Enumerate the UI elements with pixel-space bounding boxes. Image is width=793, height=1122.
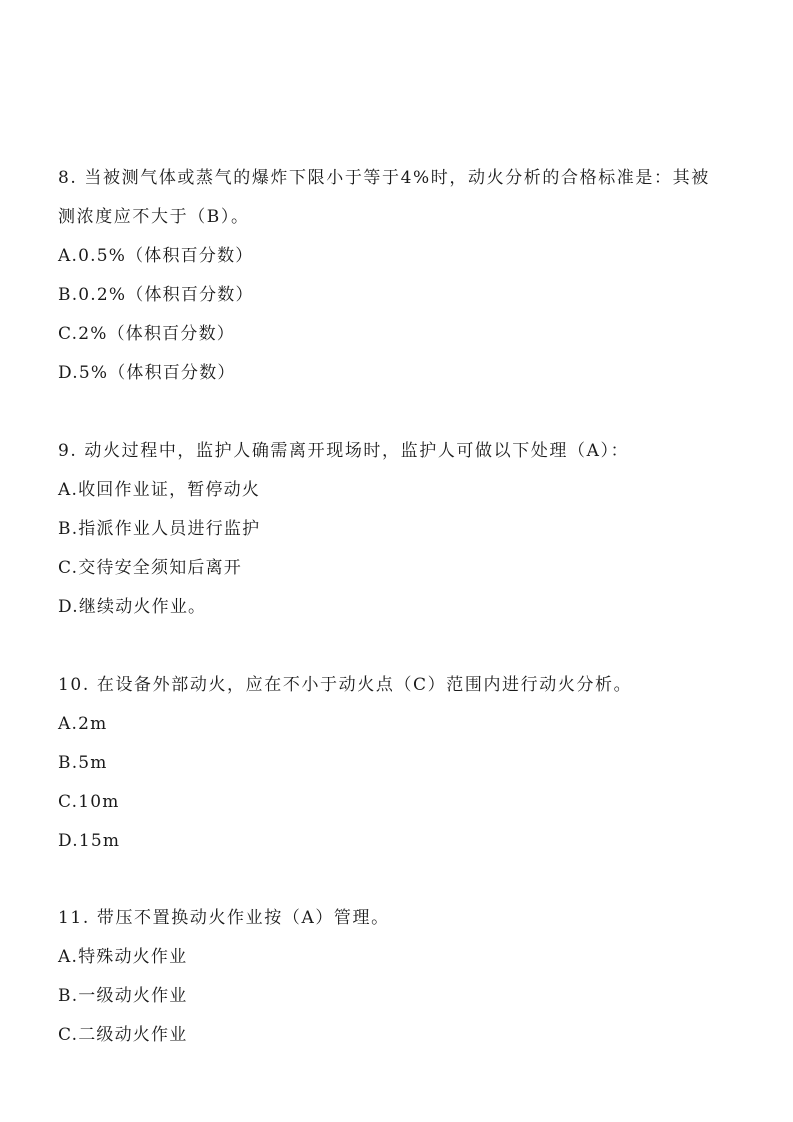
question-9-stem: 9. 动火过程中，监护人确需离开现场时，监护人可做以下处理（A）： (58, 441, 630, 461)
question-11-stem: 11. 带压不置换动火作业按（A）管理。 (58, 908, 390, 928)
question-10-option-d: D.15m (58, 831, 121, 851)
question-10-option-b: B.5m (58, 753, 108, 773)
question-8-stem-line-2: 测浓度应不大于（B）。 (58, 207, 250, 227)
question-9-option-c: C.交待安全须知后离开 (58, 558, 243, 578)
question-10-option-c: C.10m (58, 792, 120, 812)
question-11-option-b: B.一级动火作业 (58, 986, 188, 1006)
question-11-option-c: C.二级动火作业 (58, 1025, 188, 1045)
question-9-option-b: B.指派作业人员进行监护 (58, 519, 261, 539)
question-8-option-a: A.0.5%（体积百分数） (58, 246, 254, 266)
question-10-stem: 10. 在设备外部动火，应在不小于动火点（C）范围内进行动火分析。 (58, 675, 633, 695)
question-11-option-a: A.特殊动火作业 (58, 947, 188, 967)
question-8-option-b: B.0.2%（体积百分数） (58, 285, 254, 305)
question-8-option-c: C.2%（体积百分数） (58, 324, 235, 344)
question-9-option-d: D.继续动火作业。 (58, 597, 207, 617)
question-9-option-a: A.收回作业证，暂停动火 (58, 480, 261, 500)
question-8-option-d: D.5%（体积百分数） (58, 363, 236, 383)
question-10-option-a: A.2m (58, 714, 108, 734)
question-8-stem-line-1: 8. 当被测气体或蒸气的爆炸下限小于等于4%时，动火分析的合格标准是：其被 (58, 168, 710, 188)
